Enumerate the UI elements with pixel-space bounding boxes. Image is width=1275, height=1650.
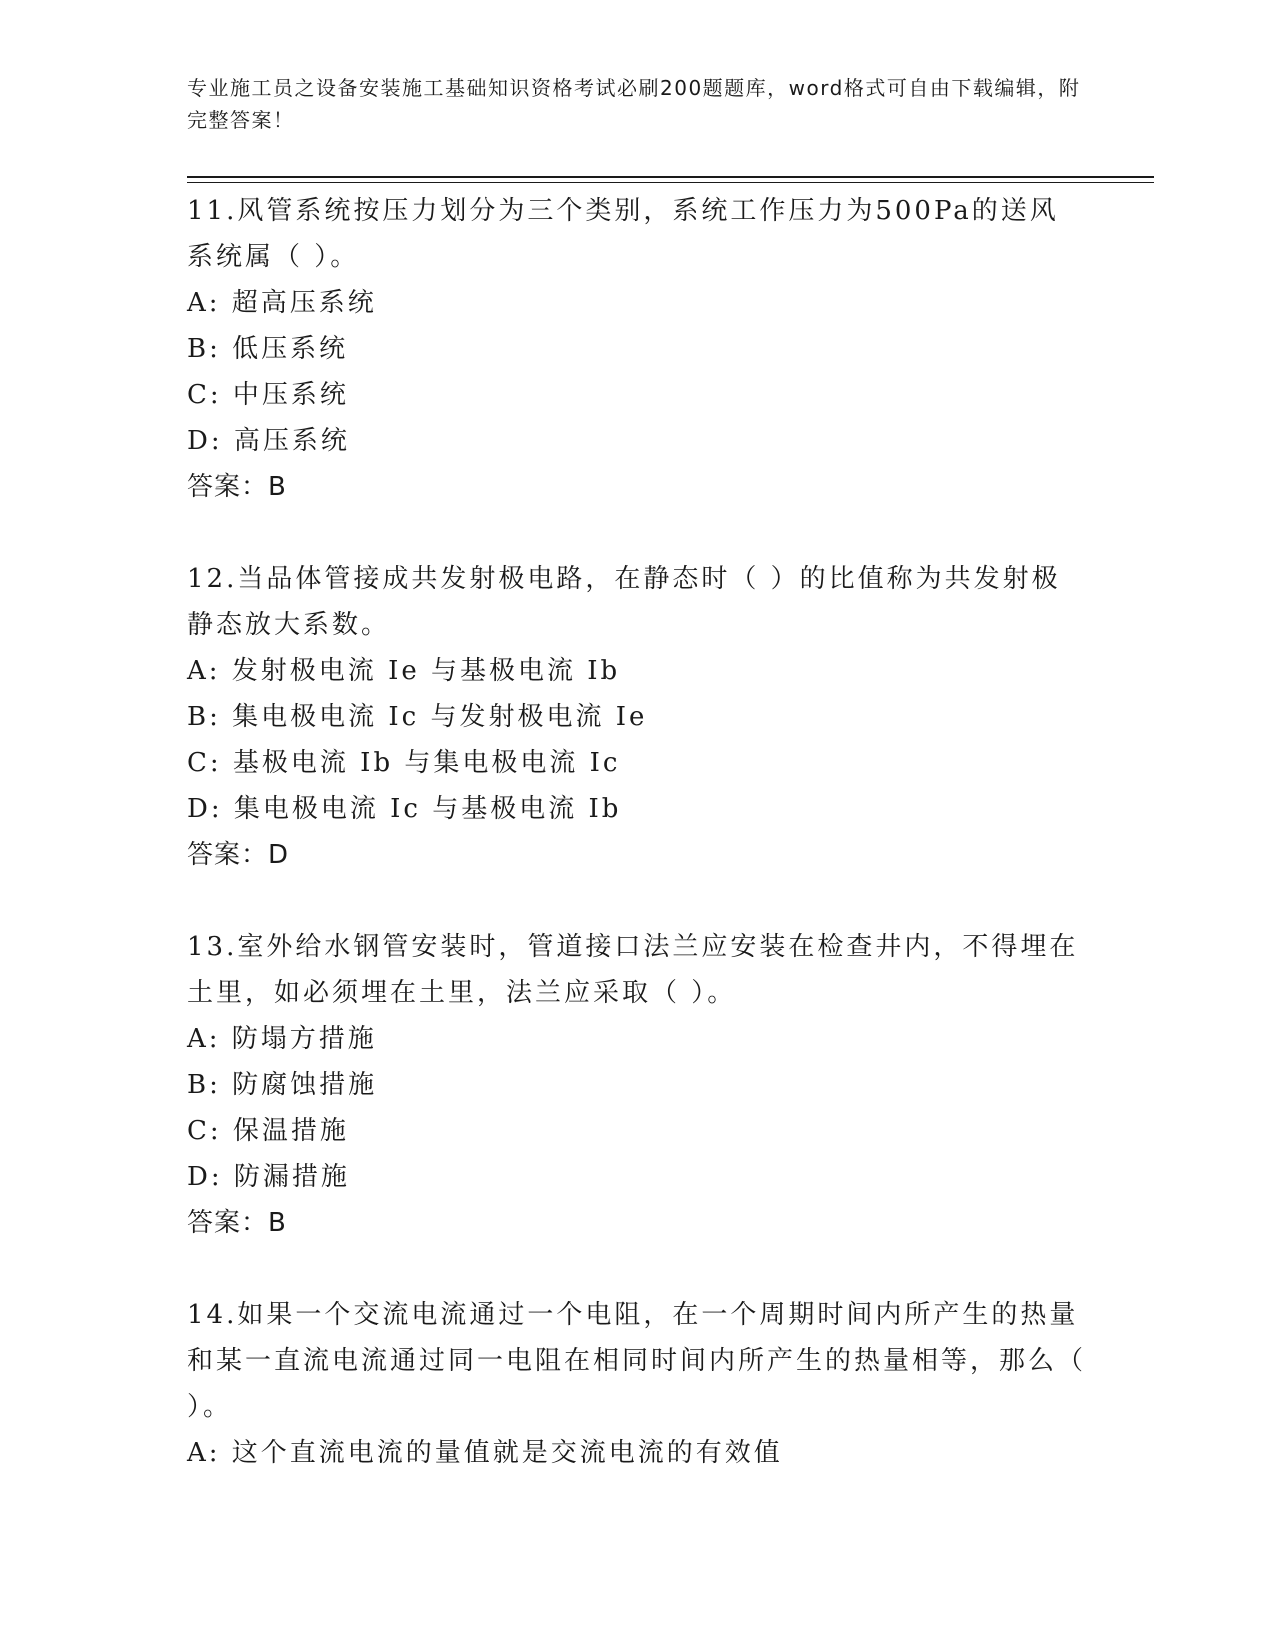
answer-line: 答案：B — [187, 1208, 287, 1238]
option-d: D: 防漏措施 — [187, 1162, 350, 1192]
option-d: D: 高压系统 — [187, 426, 350, 456]
option-c: C: 基极电流 Ib 与集电极电流 Ic — [187, 748, 621, 778]
header-intro-text: 专业施工员之设备安装施工基础知识资格考试必刷200题题库，word格式可自由下载编辑，附完整答案！ — [187, 76, 1081, 132]
option-a: A: 这个直流电流的量值就是交流电流的有效值 — [187, 1438, 783, 1468]
option-a: A: 防塌方措施 — [187, 1024, 377, 1054]
answer-line: 答案：D — [187, 840, 290, 870]
option-b: B: 集电极电流 Ic 与发射极电流 Ie — [187, 702, 648, 732]
option-d: D: 集电极电流 Ic 与基极电流 Ib — [187, 794, 622, 824]
header-divider-thick — [187, 176, 1154, 178]
question-stem: 14.如果一个交流电流通过一个电阻，在一个周期时间内所产生的热量和某一直流电流通过同一电阻在相同时间内所产生的热量相等，那么（ ）。 — [187, 1300, 1087, 1422]
question-stem: 13.室外给水钢管安装时，管道接口法兰应安装在检查井内，不得埋在土里，如必须埋在土里，法兰应采取（ ）。 — [187, 932, 1079, 1008]
document-header — [187, 72, 1087, 136]
question-stem: 11.风管系统按压力划分为三个类别，系统工作压力为500Pa的送风系统属（ ）。 — [187, 196, 1059, 272]
option-b: B: 防腐蚀措施 — [187, 1070, 378, 1100]
question-list — [187, 188, 1087, 1522]
question-14 — [187, 1292, 1087, 1476]
question-11 — [187, 188, 1087, 510]
question-12 — [187, 556, 1087, 878]
header-divider-thin — [187, 182, 1154, 183]
question-13 — [187, 924, 1087, 1246]
answer-line: 答案：B — [187, 472, 287, 502]
option-a: A: 发射极电流 Ie 与基极电流 Ib — [187, 656, 621, 686]
option-c: C: 保温措施 — [187, 1116, 349, 1146]
option-a: A: 超高压系统 — [187, 288, 377, 318]
question-stem: 12.当品体管接成共发射极电路，在静态时（ ）的比值称为共发射极静态放大系数。 — [187, 564, 1061, 640]
option-c: C: 中压系统 — [187, 380, 349, 410]
option-b: B: 低压系统 — [187, 334, 349, 364]
